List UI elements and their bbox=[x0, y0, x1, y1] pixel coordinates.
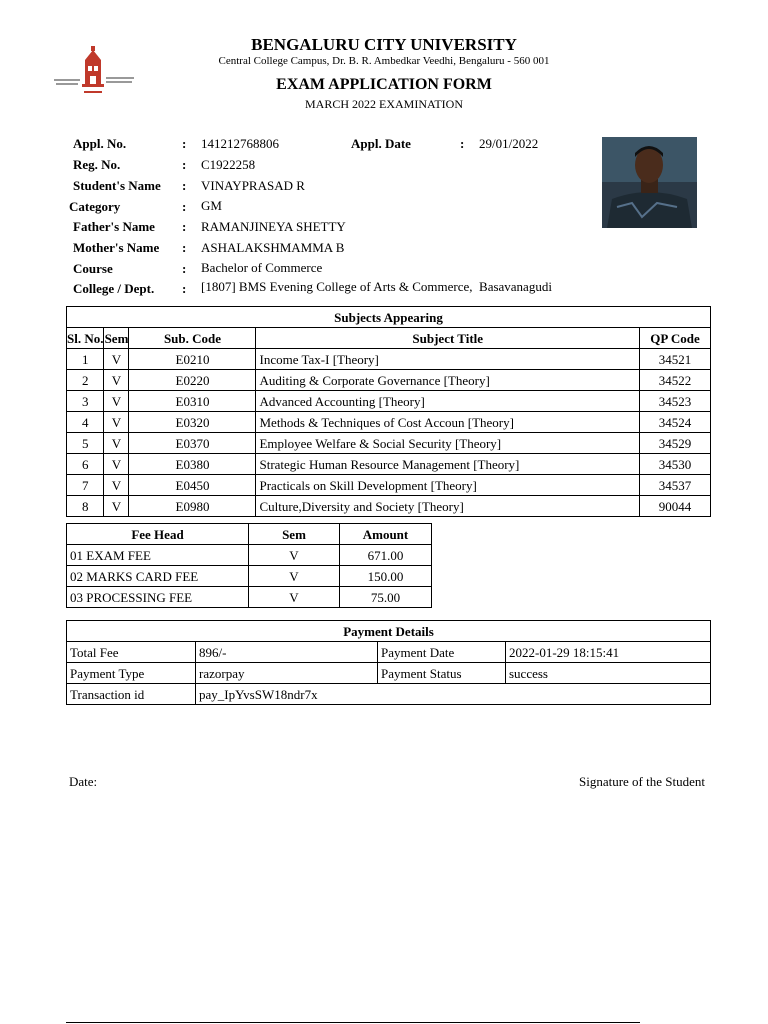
colon: : bbox=[182, 240, 187, 255]
cell: Auditing & Corporate Governance [Theory] bbox=[256, 370, 640, 391]
university-address: Central College Campus, Dr. B. R. Ambedkar Veedhi, Bengaluru - 560 001 bbox=[218, 55, 550, 67]
table-header-row bbox=[67, 524, 432, 545]
cell: Strategic Human Resource Management [Theory] bbox=[256, 454, 640, 475]
mother-name-label: Mother's Name bbox=[73, 240, 160, 255]
cell: 34537 bbox=[640, 475, 711, 496]
college-label: College / Dept. bbox=[73, 281, 155, 296]
father-name-label: Father's Name bbox=[73, 219, 155, 234]
col-qp-code: QP Code bbox=[640, 328, 711, 349]
payment-table bbox=[66, 620, 711, 705]
table-row bbox=[67, 412, 711, 433]
cell: Culture,Diversity and Society [Theory] bbox=[256, 496, 640, 517]
cell: 6 bbox=[67, 454, 104, 475]
cell: V bbox=[104, 349, 129, 370]
cell: V bbox=[104, 412, 129, 433]
table-row bbox=[67, 370, 711, 391]
cell: 4 bbox=[67, 412, 104, 433]
fee-table bbox=[66, 523, 432, 608]
date-label: Date: bbox=[69, 774, 98, 789]
table-header-row bbox=[67, 328, 711, 349]
cell: 34530 bbox=[640, 454, 711, 475]
cell: E0310 bbox=[129, 391, 256, 412]
colon: : bbox=[182, 281, 187, 296]
cell: E0320 bbox=[129, 412, 256, 433]
table-row bbox=[67, 566, 432, 587]
cell: 8 bbox=[67, 496, 104, 517]
transaction-label: Transaction id bbox=[67, 684, 196, 705]
father-name-value: RAMANJINEYA SHETTY bbox=[201, 219, 346, 234]
col-fee-head: Fee Head bbox=[67, 524, 249, 545]
table-row bbox=[67, 663, 711, 684]
cell: V bbox=[249, 545, 340, 566]
total-fee-label: Total Fee bbox=[67, 642, 196, 663]
cell: E0220 bbox=[129, 370, 256, 391]
payment-title: Payment Details bbox=[67, 621, 711, 642]
cell: 02 MARKS CARD FEE bbox=[67, 566, 249, 587]
cell: 3 bbox=[67, 391, 104, 412]
table-row bbox=[67, 391, 711, 412]
appl-date-value: 29/01/2022 bbox=[479, 136, 539, 151]
cell: E0980 bbox=[129, 496, 256, 517]
col-sub-code: Sub. Code bbox=[129, 328, 256, 349]
college-value: [1807] BMS Evening College of Arts & Commerce, Basavanagudi bbox=[201, 279, 552, 294]
cell: Practicals on Skill Development [Theory] bbox=[256, 475, 640, 496]
student-photo bbox=[602, 137, 697, 228]
cell: V bbox=[104, 496, 129, 517]
student-name-label: Student's Name bbox=[73, 178, 161, 193]
course-value: Bachelor of Commerce bbox=[201, 260, 323, 275]
subjects-table bbox=[66, 306, 711, 517]
table-row bbox=[67, 475, 711, 496]
cell: V bbox=[104, 454, 129, 475]
transaction-id-value: pay_IpYvsSW18ndr7x bbox=[196, 684, 711, 705]
form-title: EXAM APPLICATION FORM bbox=[276, 76, 492, 93]
cell: Income Tax-I [Theory] bbox=[256, 349, 640, 370]
cell: V bbox=[104, 370, 129, 391]
colon: : bbox=[182, 219, 187, 234]
category-value: GM bbox=[201, 198, 222, 213]
cell: E0380 bbox=[129, 454, 256, 475]
cell: E0370 bbox=[129, 433, 256, 454]
cell: V bbox=[104, 433, 129, 454]
payment-status-label: Payment Status bbox=[378, 663, 506, 684]
cell: 2 bbox=[67, 370, 104, 391]
table-row bbox=[67, 642, 711, 663]
appl-no-label: Appl. No. bbox=[73, 136, 127, 151]
payment-status-value: success bbox=[506, 663, 711, 684]
cell: 7 bbox=[67, 475, 104, 496]
subjects-title: Subjects Appearing bbox=[67, 307, 711, 328]
cell: 1 bbox=[67, 349, 104, 370]
table-row bbox=[67, 349, 711, 370]
colon: : bbox=[182, 178, 187, 193]
payment-date-label: Payment Date bbox=[378, 642, 506, 663]
appl-no-value: 141212768806 bbox=[201, 136, 279, 151]
cell: 34522 bbox=[640, 370, 711, 391]
exam-session: MARCH 2022 EXAMINATION bbox=[305, 97, 463, 111]
university-name: BENGALURU CITY UNIVERSITY bbox=[251, 35, 517, 54]
col-sem: Sem bbox=[249, 524, 340, 545]
cell: 34524 bbox=[640, 412, 711, 433]
cell: 34523 bbox=[640, 391, 711, 412]
table-row bbox=[67, 545, 432, 566]
cell: 34529 bbox=[640, 433, 711, 454]
cell: 03 PROCESSING FEE bbox=[67, 587, 249, 608]
appl-date-label: Appl. Date bbox=[351, 136, 411, 151]
table-row bbox=[67, 433, 711, 454]
cell: E0210 bbox=[129, 349, 256, 370]
reg-no-label: Reg. No. bbox=[73, 157, 121, 172]
cell: 671.00 bbox=[340, 545, 432, 566]
payment-date-value: 2022-01-29 18:15:41 bbox=[506, 642, 711, 663]
table-row bbox=[67, 587, 432, 608]
cell: V bbox=[104, 391, 129, 412]
table-row bbox=[67, 684, 711, 705]
table-row bbox=[67, 454, 711, 475]
reg-no-value: C1922258 bbox=[201, 157, 256, 172]
total-fee-value: 896/- bbox=[196, 642, 378, 663]
cell: V bbox=[249, 566, 340, 587]
cell: 75.00 bbox=[340, 587, 432, 608]
colon: : bbox=[182, 157, 187, 172]
cell: V bbox=[249, 587, 340, 608]
payment-type-label: Payment Type bbox=[67, 663, 196, 684]
student-name-value: VINAYPRASAD R bbox=[201, 178, 305, 193]
mother-name-value: ASHALAKSHMAMMA B bbox=[201, 240, 345, 255]
cell: Employee Welfare & Social Security [Theory] bbox=[256, 433, 640, 454]
col-subject-title: Subject Title bbox=[256, 328, 640, 349]
table-row bbox=[67, 496, 711, 517]
cell: 150.00 bbox=[340, 566, 432, 587]
cell: 5 bbox=[67, 433, 104, 454]
colon: : bbox=[460, 136, 465, 151]
col-amount: Amount bbox=[340, 524, 432, 545]
course-label: Course bbox=[73, 261, 113, 276]
cell: Advanced Accounting [Theory] bbox=[256, 391, 640, 412]
cell: V bbox=[104, 475, 129, 496]
colon: : bbox=[182, 199, 187, 214]
cell: E0450 bbox=[129, 475, 256, 496]
bottom-divider bbox=[66, 1022, 640, 1023]
cell: 34521 bbox=[640, 349, 711, 370]
cell: Methods & Techniques of Cost Accoun [Theory] bbox=[256, 412, 640, 433]
col-sem: Sem bbox=[104, 328, 129, 349]
colon: : bbox=[182, 261, 187, 276]
cell: 90044 bbox=[640, 496, 711, 517]
category-label: Category bbox=[69, 199, 121, 214]
payment-type-value: razorpay bbox=[196, 663, 378, 684]
signature-label: Signature of the Student bbox=[578, 774, 705, 789]
col-sl-no: Sl. No. bbox=[67, 328, 104, 349]
cell: 01 EXAM FEE bbox=[67, 545, 249, 566]
colon: : bbox=[182, 136, 187, 151]
